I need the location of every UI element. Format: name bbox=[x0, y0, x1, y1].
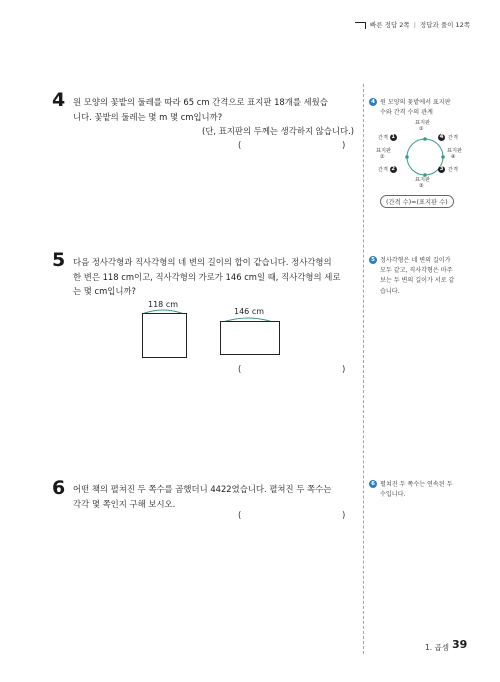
diagram-right-lower-num: 3 bbox=[439, 166, 444, 172]
hint-4-formula: (간격 수)=(표지판 수) bbox=[380, 195, 454, 208]
question-4-line-2: 니다. 꽃밭의 둘레는 몇 m 몇 cm입니까? bbox=[73, 111, 223, 122]
answer-6-open: ( bbox=[238, 511, 242, 521]
square-shape bbox=[142, 313, 187, 358]
diagram-right-mid-label: 표지판 bbox=[447, 148, 463, 154]
rectangle-width-label: 146 cm bbox=[234, 307, 265, 316]
answer-5-close: ) bbox=[342, 365, 346, 375]
diagram-right-lower-text: 간격 bbox=[448, 167, 459, 173]
hint-4-line-2: 수와 간격 수의 관계 bbox=[380, 109, 433, 117]
diagram-left-lower-text: 간격 bbox=[378, 167, 389, 173]
page-number: 39 bbox=[452, 638, 468, 651]
diagram-bottom-num: ③ bbox=[419, 183, 424, 189]
question-6-line-2: 각각 몇 쪽인지 구해 보시오. bbox=[73, 498, 176, 509]
diagram-right-lower-label bbox=[438, 166, 458, 173]
question-5-line-1: 다음 정사각형과 직사각형의 네 변의 길이의 합이 같습니다. 정사각형의 bbox=[73, 257, 332, 267]
question-6-text bbox=[73, 482, 358, 511]
diagram-left-upper-text: 간격 bbox=[378, 135, 389, 141]
hint-4-bullet: 4 bbox=[369, 98, 377, 106]
answer-5-open: ( bbox=[238, 365, 242, 375]
question-4-text bbox=[73, 95, 358, 139]
corner-mark-icon bbox=[355, 22, 366, 29]
question-5-line-3: 는 몇 cm입니까? bbox=[73, 286, 136, 296]
diagram-point-top bbox=[423, 137, 427, 141]
hint-6-line-2: 수입니다. bbox=[380, 491, 406, 499]
diagram-left-upper-label bbox=[378, 134, 400, 141]
hint-4-line-1: 원 모양의 꽃밭에서 표지판 bbox=[380, 99, 451, 106]
diagram-point-right bbox=[441, 155, 445, 159]
header-solution-ref: 정답과 풀이 12쪽 bbox=[419, 21, 470, 29]
hint-5-line-1: 정사각형은 네 변의 길이가 bbox=[380, 257, 451, 264]
question-number-6: 6 bbox=[52, 477, 66, 499]
question-number-4: 4 bbox=[52, 89, 66, 111]
answer-4-close: ) bbox=[342, 141, 346, 151]
hint-6 bbox=[369, 480, 479, 500]
diagram-right-mid-num: ④ bbox=[451, 154, 456, 160]
diagram-left-mid-num: ② bbox=[380, 154, 385, 160]
diagram-right-upper-num: 4 bbox=[439, 134, 444, 140]
diagram-point-left bbox=[405, 155, 409, 159]
question-6-line-1: 어떤 책의 펼쳐진 두 쪽수를 곱했더니 4422였습니다. 펼쳐진 두 쪽수는 bbox=[73, 484, 332, 494]
header-answer-ref: 빠른 정답 2쪽 bbox=[370, 21, 410, 29]
diagram-bottom-label: 표지판 bbox=[415, 177, 431, 183]
hint-5 bbox=[369, 256, 479, 297]
column-divider bbox=[363, 84, 364, 654]
question-5-line-2: 한 변은 118 cm이고, 직사각형의 가로가 146 cm일 때, 직사각형의 세로 bbox=[73, 271, 341, 282]
question-4-note: (단, 표지판의 두께는 생각하지 않습니다.) bbox=[202, 126, 354, 136]
question-4-line-1: 원 모양의 꽃밭의 둘레를 따라 65 cm 간격으로 표지판 18개를 세웠습 bbox=[73, 97, 328, 107]
diagram-top-label: 표지판 bbox=[415, 120, 431, 126]
header-separator: | bbox=[413, 21, 416, 29]
hint-5-line-2: 모두 같고, 직사각형은 마주 bbox=[380, 267, 453, 275]
diagram-right-upper-label bbox=[438, 134, 458, 141]
hint-5-line-3: 보는 두 변의 길이가 서로 같 bbox=[380, 277, 455, 285]
diagram-left-mid-label: 표지판 bbox=[376, 148, 392, 154]
hint-5-bullet: 5 bbox=[369, 256, 377, 264]
hint-6-line-1: 펼쳐진 두 쪽수는 연속된 두 bbox=[380, 481, 453, 488]
square-side-label: 118 cm bbox=[148, 300, 179, 309]
page-header bbox=[355, 20, 470, 29]
hint-5-line-4: 습니다. bbox=[380, 287, 400, 295]
rectangle-shape bbox=[220, 321, 280, 355]
hint-6-bullet: 6 bbox=[369, 480, 377, 488]
diagram-right-upper-text: 간격 bbox=[448, 135, 459, 141]
question-5-text bbox=[73, 255, 358, 299]
question-number-5: 5 bbox=[52, 249, 66, 271]
diagram-top-num: ① bbox=[419, 126, 424, 132]
diagram-left-lower-label bbox=[378, 166, 400, 173]
diagram-left-upper-num: 1 bbox=[391, 134, 396, 140]
footer-section: 1. 곱셈 bbox=[425, 643, 450, 652]
answer-4-open: ( bbox=[238, 141, 242, 151]
diagram-left-lower-num: 2 bbox=[391, 166, 396, 172]
hint-4 bbox=[369, 98, 479, 118]
answer-6-close: ) bbox=[342, 511, 346, 521]
